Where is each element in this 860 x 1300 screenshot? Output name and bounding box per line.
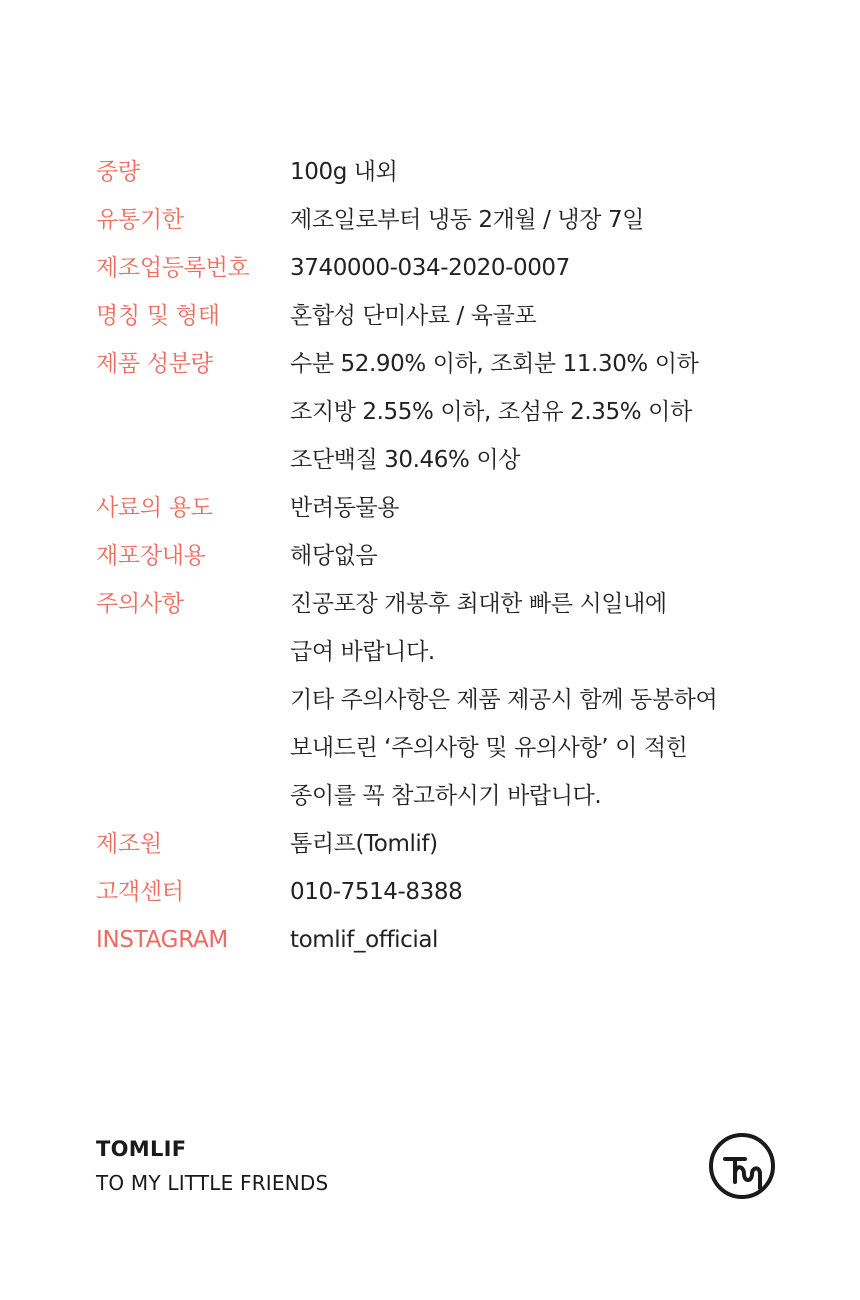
info-label: 제조업등록번호: [96, 255, 250, 281]
info-row-expiration: [96, 196, 796, 244]
info-value-line: 혼합성 단미사료 / 육골포: [290, 303, 537, 329]
info-label: 재포장내용: [96, 543, 206, 569]
info-value: [290, 340, 796, 484]
info-value-line: 100g 내외: [290, 159, 398, 185]
info-row-customer-center: [96, 868, 796, 916]
info-value-line: 반려동물용: [290, 495, 400, 521]
info-row-weight: [96, 148, 796, 196]
info-value-line: 010-7514-8388: [290, 879, 463, 905]
brand-tagline: TO MY LITTLE FRIENDS: [96, 1171, 329, 1195]
info-row-repackaging: [96, 532, 796, 580]
info-value-line: 수분 52.90% 이하, 조회분 11.30% 이하: [290, 351, 699, 377]
info-label: 제조원: [96, 831, 162, 857]
info-value: [290, 868, 796, 916]
info-value: [290, 916, 796, 964]
info-row-usage: [96, 484, 796, 532]
info-value: [290, 292, 796, 340]
info-label: INSTAGRAM: [96, 927, 228, 953]
info-value: [290, 484, 796, 532]
info-label: 제품 성분량: [96, 351, 213, 377]
info-label: 명칭 및 형태: [96, 303, 220, 329]
info-value-line: 3740000-034-2020-0007: [290, 255, 570, 281]
info-label: 주의사항: [96, 591, 184, 617]
info-row-caution: [96, 580, 796, 820]
info-value-line: 해당없음: [290, 543, 378, 569]
info-row-manufacturer: [96, 820, 796, 868]
info-value: [290, 148, 796, 196]
info-value-line: 제조일로부터 냉동 2개월 / 냉장 7일: [290, 207, 645, 233]
info-value: [290, 820, 796, 868]
info-value-line: 기타 주의사항은 제품 제공시 함께 동봉하여: [290, 687, 718, 713]
info-value-line: 진공포장 개봉후 최대한 빠른 시일내에: [290, 591, 667, 617]
info-value: [290, 196, 796, 244]
info-value-line: 조단백질 30.46% 이상: [290, 447, 521, 473]
brand-name: TOMLIF: [96, 1137, 187, 1161]
info-label: 사료의 용도: [96, 495, 213, 521]
info-value-line: 보내드린 ‘주의사항 및 유의사항’ 이 적힌: [290, 735, 688, 761]
info-row-instagram: [96, 916, 796, 964]
footer-brand: [96, 1132, 328, 1200]
info-row-name-type: [96, 292, 796, 340]
info-label: 고객센터: [96, 879, 184, 905]
info-value-line: 급여 바랍니다.: [290, 639, 435, 665]
info-label: 중량: [96, 159, 140, 185]
info-row-ingredients: [96, 340, 796, 484]
info-value-line: 종이를 꼭 참고하시기 바랍니다.: [290, 783, 602, 809]
info-label: 유통기한: [96, 207, 184, 233]
info-value-line: 톰리프(Tomlif): [290, 831, 438, 857]
info-value: [290, 580, 796, 820]
info-value: [290, 532, 796, 580]
product-info-table: [96, 148, 796, 964]
info-value-line: 조지방 2.55% 이하, 조섬유 2.35% 이하: [290, 399, 692, 425]
tomlif-logo-icon: [706, 1130, 778, 1202]
info-value-line: tomlif_official: [290, 927, 439, 953]
info-row-registration: [96, 244, 796, 292]
info-value: [290, 244, 796, 292]
